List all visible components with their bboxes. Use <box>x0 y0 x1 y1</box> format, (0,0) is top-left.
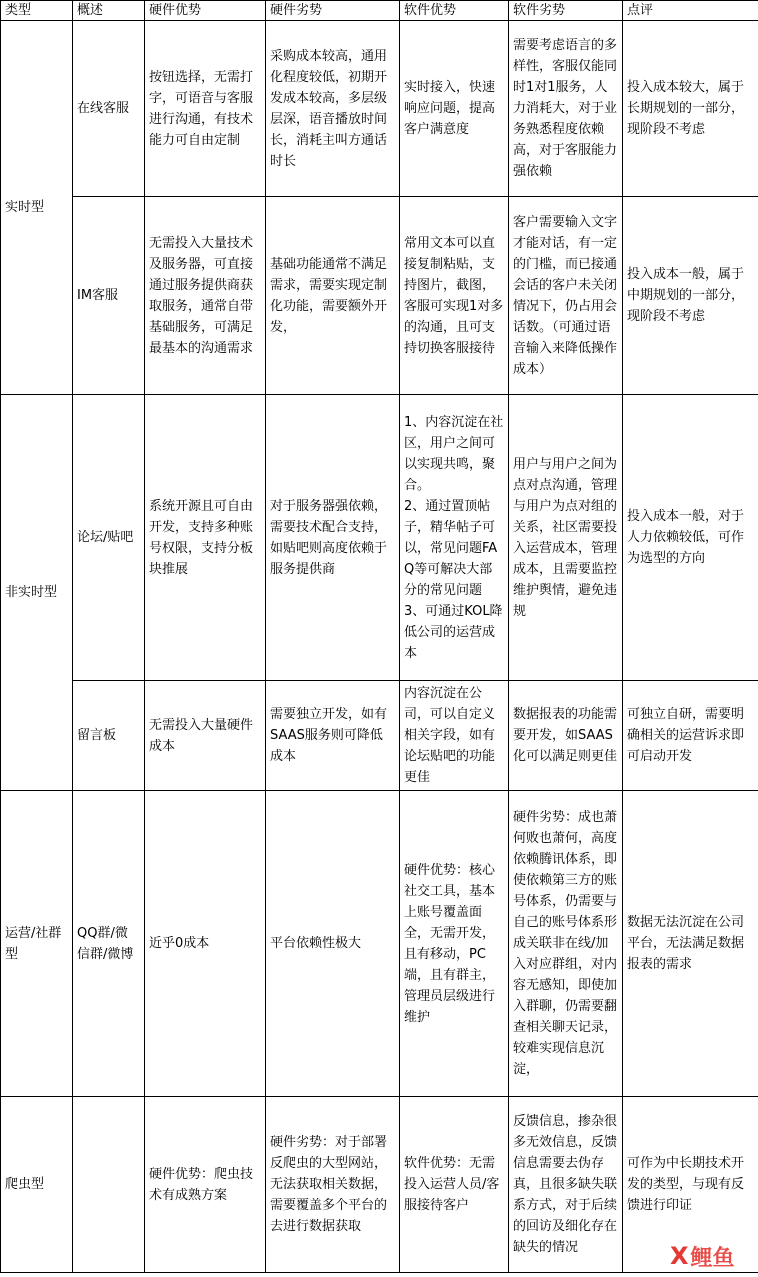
software-disadvantage-cell: 反馈信息，掺杂很多无效信息，反馈信息需要去伪存真，且很多缺失联系方式，对于后续的回访及细化存在缺失的情况 <box>509 1097 623 1273</box>
header-hardware-advantage: 硬件优势 <box>145 1 266 21</box>
comment-cell: 投入成本一般，对于人力依赖较低，可作为选型的方向 <box>623 395 758 681</box>
header-row <box>1 1 758 21</box>
software-disadvantage-cell: 客户需要输入文字才能对话，有一定的门槛，而已接通会话的客户未关闭情况下，仍占用会话数。（可通过语音输入来降低操作成本） <box>509 197 623 395</box>
comment-cell: 数据无法沉淀在公司平台，无法满足数据报表的需求 <box>623 791 758 1097</box>
hardware-advantage-cell: 无需投入大量技术及服务器，可直接通过服务提供商获取服务，通常自带基础服务，可满足最基本的沟通需求 <box>145 197 266 395</box>
software-advantage-cell: 实时接入，快速响应问题，提高客户满意度 <box>400 21 509 197</box>
overview-cell <box>73 1097 145 1273</box>
table-row <box>1 681 758 791</box>
software-disadvantage-cell: 用户与用户之间为点对点沟通，管理与用户为点对组的关系，社区需要投入运营成本，管理成本，且需要监控维护舆情，避免违规 <box>509 395 623 681</box>
header-hardware-disadvantage: 硬件劣势 <box>266 1 400 21</box>
table-row <box>1 791 758 1097</box>
type-cell: 非实时型 <box>1 395 73 791</box>
header-software-advantage: 软件优势 <box>400 1 509 21</box>
hardware-disadvantage-cell: 采购成本较高，通用化程度较低，初期开发成本较高，多层级层深，语音播放时间长，消耗主叫方通话时长 <box>266 21 400 197</box>
software-advantage-cell: 内容沉淀在公司，可以自定义相关字段，如有论坛贴吧的功能更佳 <box>400 681 509 791</box>
overview-cell: 在线客服 <box>73 21 145 197</box>
software-advantage-cell: 常用文本可以直接复制粘贴，支持图片，截图，客服可实现1对多的沟通，且可支持切换客服接待 <box>400 197 509 395</box>
overview-cell: QQ群/微信群/微博 <box>73 791 145 1097</box>
hardware-disadvantage-cell: 需要独立开发，如有SAAS服务则可降低成本 <box>266 681 400 791</box>
overview-cell: IM客服 <box>73 197 145 395</box>
overview-cell: 论坛/贴吧 <box>73 395 145 681</box>
hardware-advantage-cell: 近乎0成本 <box>145 791 266 1097</box>
software-advantage-cell: 1、内容沉淀在社区，用户之间可以实现共鸣，聚合。 2、通过置顶帖子，精华帖子可以，常见问题FAQ等可解决大部分的常见问题 3、可通过KOL降低公司的运营成本 <box>400 395 509 681</box>
table-row <box>1 1097 758 1273</box>
type-cell: 实时型 <box>1 21 73 395</box>
watermark-x-mark: X <box>670 1242 689 1270</box>
software-advantage-cell: 硬件优势：核心社交工具，基本上账号覆盖面全，无需开发，且有移动，PC端，且有群主，管理员层级进行维护 <box>400 791 509 1097</box>
watermark-logo <box>670 1238 754 1274</box>
software-disadvantage-cell: 数据报表的功能需要开发，如SAAS化可以满足则更佳 <box>509 681 623 791</box>
comment-cell: 投入成本一般，属于中期规划的一部分，现阶段不考虑 <box>623 197 758 395</box>
type-cell: 爬虫型 <box>1 1097 73 1273</box>
hardware-disadvantage-cell: 平台依赖性极大 <box>266 791 400 1097</box>
hardware-advantage-cell: 按钮选择，无需打字，可语音与客服进行沟通，有技术能力可自由定制 <box>145 21 266 197</box>
table-row <box>1 21 758 197</box>
hardware-advantage-cell: 硬件优势：爬虫技术有成熟方案 <box>145 1097 266 1273</box>
header-software-disadvantage: 软件劣势 <box>509 1 623 21</box>
table-row <box>1 395 758 681</box>
type-cell: 运营/社群型 <box>1 791 73 1097</box>
comment-cell: 投入成本较大，属于长期规划的一部分，现阶段不考虑 <box>623 21 758 197</box>
overview-cell: 留言板 <box>73 681 145 791</box>
header-overview: 概述 <box>73 1 145 21</box>
comment-cell: 可作为中长期技术开发的类型，与现有反馈进行印证 <box>623 1097 758 1273</box>
software-disadvantage-cell: 需要考虑语言的多样性，客服仅能同时1对1服务，人力消耗大，对于业务熟悉程度依赖高，对于客服能力强依赖 <box>509 21 623 197</box>
hardware-advantage-cell: 系统开源且可自由开发，支持多种账号权限，支持分板块推展 <box>145 395 266 681</box>
software-advantage-cell: 软件优势：无需投入运营人员/客服接待客户 <box>400 1097 509 1273</box>
hardware-disadvantage-cell: 硬件劣势：对于部署反爬虫的大型网站，无法获取相关数据，需要覆盖多个平台的去进行数据获取 <box>266 1097 400 1273</box>
table-row <box>1 197 758 395</box>
watermark-text: 鲤鱼 <box>690 1245 735 1271</box>
header-type: 类型 <box>1 1 73 21</box>
hardware-disadvantage-cell: 对于服务器强依赖，需要技术配合支持，如贴吧则高度依赖于服务提供商 <box>266 395 400 681</box>
header-comment: 点评 <box>623 1 758 21</box>
comment-cell: 可独立自研，需要明确相关的运营诉求即可启动开发 <box>623 681 758 791</box>
hardware-advantage-cell: 无需投入大量硬件成本 <box>145 681 266 791</box>
hardware-disadvantage-cell: 基础功能通常不满足需求，需要实现定制化功能，需要额外开发， <box>266 197 400 395</box>
software-disadvantage-cell: 硬件劣势：成也萧何败也萧何，高度依赖腾讯体系，即使依赖第三方的账号体系，仍需要与自己的账号体系形成关联非在线/加入对应群组，对内容无感知，即使加入群聊，仍需要翻查相关聊天记录，较难实现信息沉淀， <box>509 791 623 1097</box>
